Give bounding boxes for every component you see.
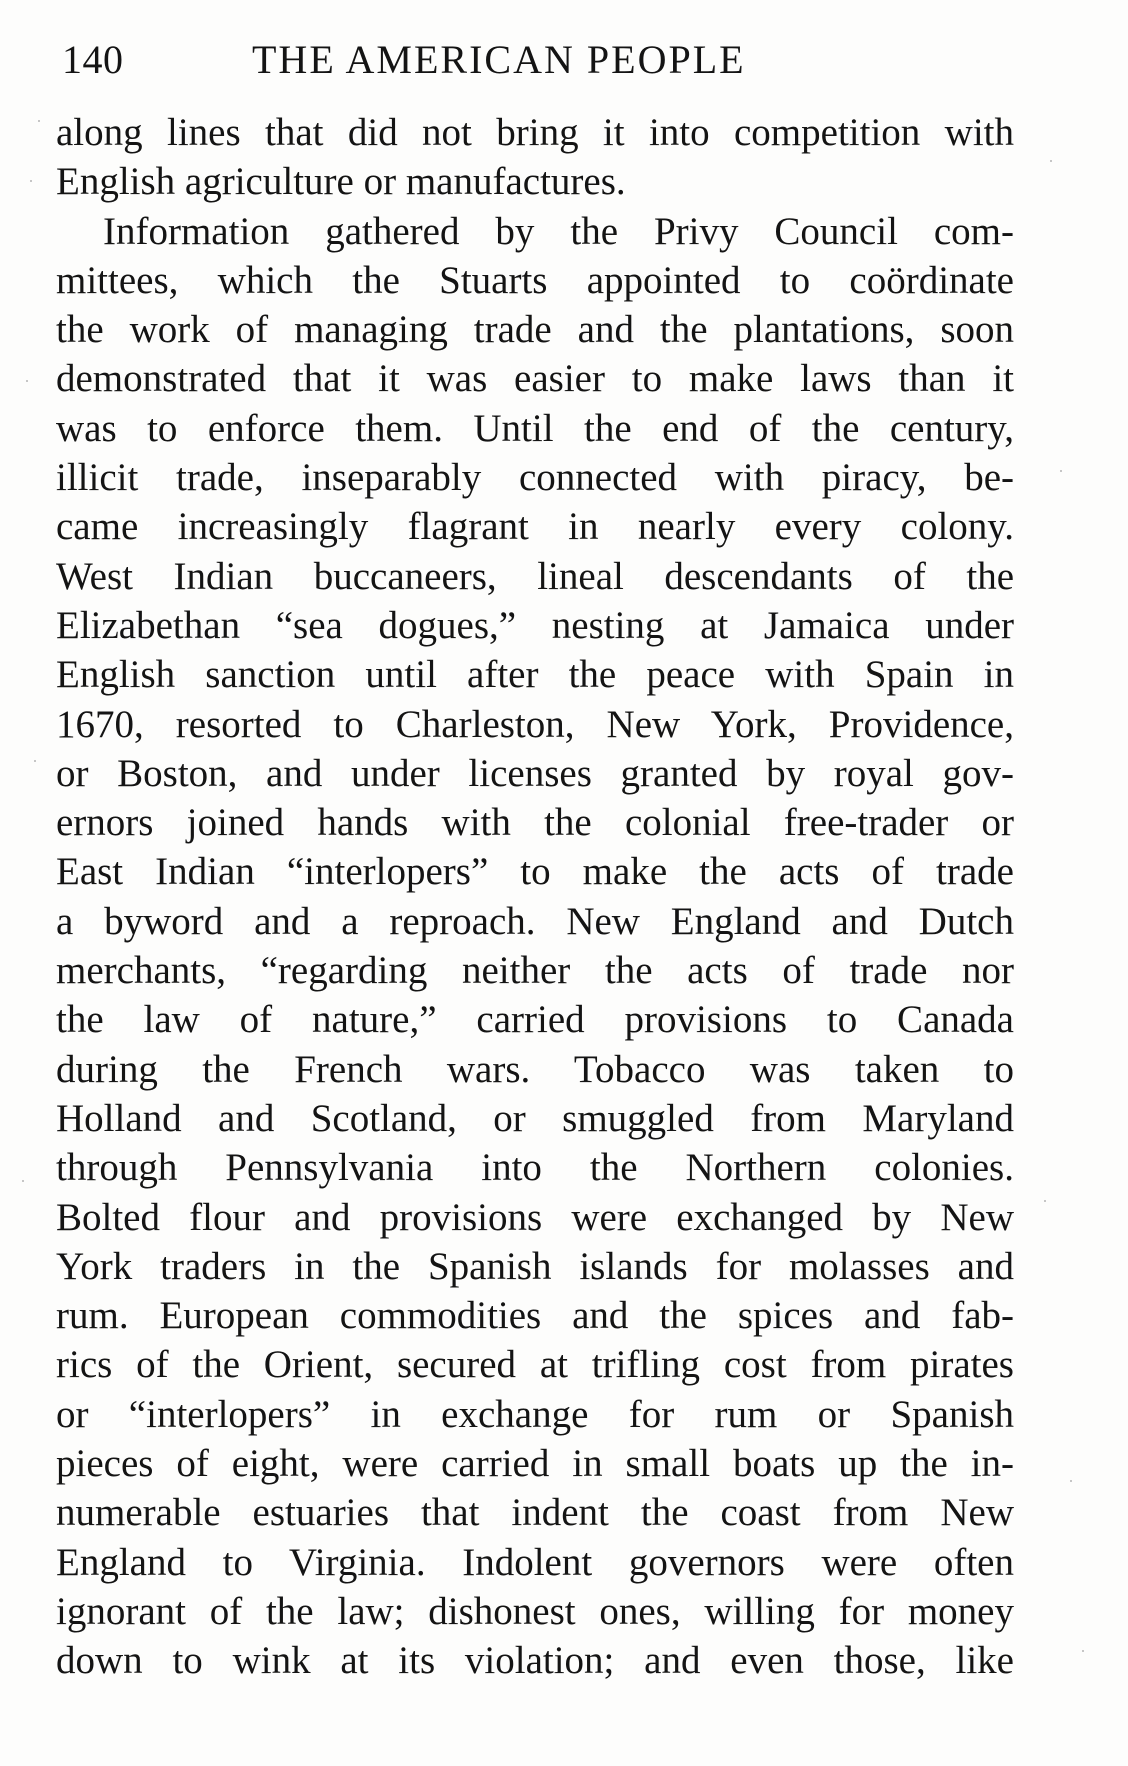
text-line: demonstrated that it was easier to make laws than it — [56, 357, 1014, 401]
text-line: English sanction until after the peace with Spain in — [56, 653, 1014, 697]
scan-speck — [1060, 470, 1062, 472]
text-line: 1670, resorted to Charleston, New York, Providence, — [56, 702, 1014, 746]
text-line: during the French wars. Tobacco was taken to — [56, 1047, 1014, 1091]
running-head: THE AMERICAN PEOPLE — [252, 37, 746, 82]
text-line: a byword and a reproach. New England and Dutch — [56, 899, 1014, 943]
text-line: Holland and Scotland, or smuggled from Maryland — [56, 1096, 1014, 1140]
text-line: West Indian buccaneers, lineal descendants of the — [56, 554, 1014, 598]
page-number: 140 — [62, 37, 124, 82]
scan-speck — [1082, 1650, 1084, 1652]
scan-speck — [22, 1180, 24, 1182]
text-line: ernors joined hands with the colonial free-trader or — [56, 801, 1014, 845]
text-line: numerable estuaries that indent the coast from New — [56, 1491, 1014, 1535]
text-line: pieces of eight, were carried in small boats up the in- — [56, 1442, 1014, 1486]
scan-speck — [26, 380, 28, 382]
text-line: illicit trade, inseparably connected with piracy, be- — [56, 456, 1014, 500]
text-line: York traders in the Spanish islands for molasses and — [56, 1244, 1014, 1288]
scan-speck — [1044, 1200, 1046, 1202]
text-line: England to Virginia. Indolent governors were often — [56, 1540, 1014, 1584]
text-line: Bolted flour and provisions were exchanged by New — [56, 1195, 1014, 1239]
text-line: rum. European commodities and the spices and fab- — [56, 1294, 1014, 1338]
body-text — [56, 108, 1014, 1686]
text-line: East Indian “interlopers” to make the acts of trade — [56, 850, 1014, 894]
text-line: the law of nature,” carried provisions to Canada — [56, 998, 1014, 1042]
paragraph-first-line: Information gathered by the Privy Council com- — [103, 209, 1014, 253]
text-line: came increasingly flagrant in nearly every colony. — [56, 505, 1014, 549]
page-header — [56, 28, 1056, 98]
text-line: rics of the Orient, secured at trifling cost from pirates — [56, 1343, 1014, 1387]
scan-speck — [1050, 160, 1052, 162]
text-line: ignorant of the law; dishonest ones, willing for money — [56, 1589, 1014, 1633]
text-line: along lines that did not bring it into competition with — [56, 111, 1014, 154]
scan-speck — [30, 180, 32, 182]
text-line: down to wink at its violation; and even those, like — [56, 1639, 1014, 1683]
text-line: mittees, which the Stuarts appointed to coördinate — [56, 258, 1014, 302]
text-line: Elizabethan “sea dogues,” nesting at Jamaica under — [56, 603, 1014, 647]
text-line: merchants, “regarding neither the acts of trade nor — [56, 949, 1014, 993]
text-line: or “interlopers” in exchange for rum or Spanish — [56, 1392, 1014, 1436]
text-line: English agriculture or manufactures. — [56, 160, 626, 204]
text-line: through Pennsylvania into the Northern colonies. — [56, 1146, 1014, 1190]
scan-speck — [1070, 1480, 1072, 1482]
text-line: was to enforce them. Until the end of the century, — [56, 406, 1014, 450]
text-line: or Boston, and under licenses granted by royal gov- — [56, 751, 1014, 795]
scan-speck — [34, 760, 36, 762]
scan-speck — [38, 120, 40, 122]
text-line: the work of managing trade and the plantations, soon — [56, 308, 1014, 352]
